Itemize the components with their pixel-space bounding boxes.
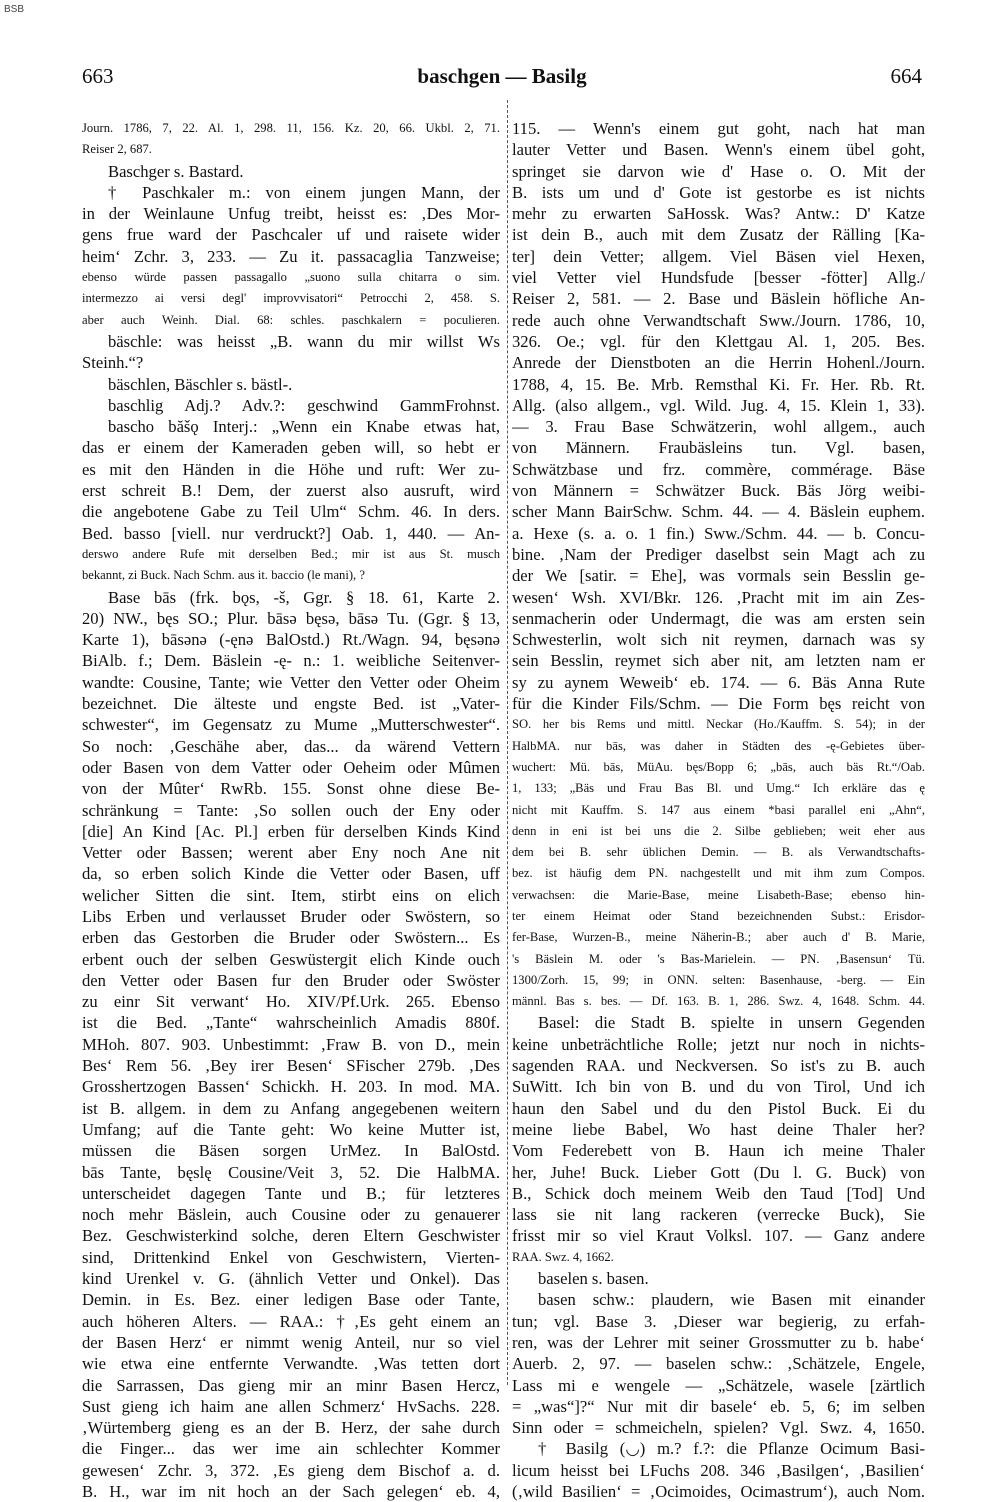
text-line: bezeichnet. Die älteste und engste Bed. ist „Vater- xyxy=(82,694,500,714)
text-line: haun den Sabel und du den Pistol Buck. Ei du xyxy=(512,1098,925,1118)
text-line: Demin. in Es. Bez. einer ledigen Base oder Tante, xyxy=(82,1290,500,1310)
text-line: von der Mûter‘ RwRb. 155. Sonst ohne diese Be- xyxy=(82,779,500,799)
text-line: ist die Bed. „Tante“ wahrscheinlich Amadis 880f. xyxy=(82,1013,500,1033)
text-line: tun; vgl. Base 3. ‚Dieser war begierig, zu erfah- xyxy=(512,1311,925,1331)
left-column xyxy=(82,118,500,1502)
text-line: bine. ‚Nam der Prediger daselbst sein Magt ach zu xyxy=(512,544,925,564)
text-line: in der Weinlaune Unfug treibt, heisst es: ‚Des Mor- xyxy=(82,204,500,224)
text-line: ist B. allgem. in dem zu Anfang angegebenen weitern xyxy=(82,1098,500,1118)
text-line: Vom Federebett von B. Haun ich meine Thaler xyxy=(512,1141,925,1161)
text-line: baselen s. basen. xyxy=(538,1269,649,1289)
text-line: Schwätzbase und frz. commère, commérage. Bäse xyxy=(512,459,925,479)
text-line: ter] dein Vetter; allgem. Viel Bäsen viel Hexen, xyxy=(512,246,925,266)
text-line: kind Urenkel v. G. (ähnlich Vetter und Onkel). Das xyxy=(82,1269,500,1289)
page-header xyxy=(82,64,922,94)
text-line: Reiser 2, 687. xyxy=(82,142,152,157)
text-line: 1, 133; „Bäs und Frau Bas Bl. und Umg.“ Ich erkläre das ę xyxy=(512,781,925,796)
text-line: her, Juhe! Buck. Lieber Gott (Du l. G. Buck) von xyxy=(512,1162,925,1182)
text-line: die Finger... das wer ime ain schlechter Kommer xyxy=(82,1439,500,1459)
text-line: nicht mit Kauffm. S. 147 aus einem *basi parallel eni „Ahn“, xyxy=(512,802,925,817)
text-line: HalbMA. nur bās, was daher in Städten des -ę-Gebietes über- xyxy=(512,738,925,753)
text-line: heim‘ Zchr. 3, 233. — Zu it. passacaglia Tanzweise; xyxy=(82,246,500,266)
text-line: = „was“]?“ Nur mit dir basele‘ eb. 5, 6; im selben xyxy=(512,1396,925,1416)
text-line: So noch: ‚Geschähe aber, das... da wärend Vettern xyxy=(82,736,500,756)
text-line: es mit den Händen in die Höhe und ruft: Wer zu- xyxy=(82,459,500,479)
text-line: MHoh. 807. 903. Unbestimmt: ‚Fraw B. von D., mein xyxy=(82,1034,500,1054)
text-line: Sinn oder = schmeicheln, spielen? Vgl. Swz. 4, 1650. xyxy=(512,1418,925,1438)
column-divider xyxy=(507,100,508,1385)
text-line: Lass mi e wengele — „Schätzele, wasele [zärtlich xyxy=(512,1375,925,1395)
text-line: sagenden RAA. und Neckversen. So ist's zu B. auch xyxy=(512,1056,925,1076)
text-line: denn in eni ist bei uns die 2. Silbe geblieben; weit eher aus xyxy=(512,823,925,838)
library-stamp: BSB xyxy=(4,4,25,15)
text-line: — 3. Frau Base Schwätzerin, wohl allgem., auch xyxy=(512,417,925,437)
text-line: bekannt, zi Buck. Nach Schm. aus it. baccio (le mani), ? xyxy=(82,568,365,583)
text-line: für die Kinder Fils/Schm. — Die Form bęs reicht von xyxy=(512,694,925,714)
text-line: ist dein B., auch mit dem Zusatz der Rälling [Ka- xyxy=(512,225,925,245)
text-line: Steinh.“? xyxy=(82,353,144,373)
text-line: bäschlen, Bäschler s. bästl-. xyxy=(108,374,293,394)
text-line: bās Tante, bęslę Cousine/Veit 3, 52. Die HalbMA. xyxy=(82,1162,500,1182)
text-line: scher Mann BairSchw. Schm. 44. — 4. Bäslein euphem. xyxy=(512,502,925,522)
text-line: sein Besslin, reymet sich aber nit, am letzten nam er xyxy=(512,651,925,671)
text-line: † Paschkaler m.: von einem jungen Mann, der xyxy=(108,182,500,202)
text-line: intermezzo ai versi degl' improvvisatori“ Petrocchi 2, 458. S. xyxy=(82,291,500,306)
text-line: Reiser 2, 581. — 2. Base und Bäslein höfliche An- xyxy=(512,289,925,309)
text-line: müssen die Bäsen sorgen UrMez. In BalOstd. xyxy=(82,1141,500,1161)
text-line: senmacherin oder Undermagt, die was am ersten sein xyxy=(512,608,925,628)
text-line: noch mehr Bäslein, auch Cousine oder zu genauerer xyxy=(82,1205,500,1225)
text-line: BiAlb. f.; Dem. Bäslein -ę- n.: 1. weibliche Seitenver- xyxy=(82,651,500,671)
text-line: fer-Base, Wurzen-B., meine Näherin-B.; aber auch d' B. Marie, xyxy=(512,930,925,945)
text-line: der Basen Herz‘ er nimmt wenig Anteil, nur so viel xyxy=(82,1332,500,1352)
text-line: a. Hexe (s. a. o. 1 fin.) Sww./Schm. 44. — b. Concu- xyxy=(512,523,925,543)
text-line: Karte 1), bāsənə (-ęnə BalOstd.) Rt./Wagn. 94, bęsənə xyxy=(82,630,500,650)
text-line: Bes‘ Rem 56. ‚Bey irer Besen‘ SFischer 279b. ‚Des xyxy=(82,1056,500,1076)
text-line: Basel: die Stadt B. spielte in unsern Gegenden xyxy=(538,1013,925,1033)
text-line: viel Vetter viel Hundsfude [besser -fötter] Allg./ xyxy=(512,268,925,288)
text-line: bäschle: was heisst „B. wann du mir willst Ws xyxy=(108,331,500,351)
text-line: † Basilg (◡) m.? f.?: die Pflanze Ocimum Basi- xyxy=(538,1439,925,1459)
text-line: bascho băšǫ Interj.: „Wenn ein Knabe etwas hat, xyxy=(108,417,500,437)
text-line: 1788, 4, 15. Be. Mrb. Remsthal Ki. Fr. Her. Rb. Rt. xyxy=(512,374,925,394)
text-line: B. H., war im nit hoch an der Sach gelegen‘ eb. 4, xyxy=(82,1482,500,1501)
text-line: Journ. 1786, 7, 22. Al. 1, 298. 11, 156. Kz. 20, 66. Ukbl. 2, 71. xyxy=(82,121,500,135)
text-line: von Männern = Schwätzer Buck. Bäs Jörg weibi- xyxy=(512,481,925,501)
text-line: Baschger s. Bastard. xyxy=(108,161,244,181)
text-line: die Sarrassen, Das gieng mir an minr Basen Hercz, xyxy=(82,1375,500,1395)
page-number-left: 663 xyxy=(82,64,114,88)
text-line: frisst mir so viel Kraut Volksl. 107. — Ganz andere xyxy=(512,1226,925,1246)
text-line: lass sie nit lang rackeren (verrecke Buck), Sie xyxy=(512,1205,925,1225)
text-line: derswo andere Rufe mit derselben Bed.; mir ist aus St. musch xyxy=(82,546,500,561)
text-line: da, so erben solich Kinde die Vetter oder Basen, uff xyxy=(82,864,500,884)
text-line: aber auch Weinh. Dial. 68: schles. paschkalern = poculieren. xyxy=(82,312,500,327)
text-line: springet sie darvon wie d' Hase o. O. Mit der xyxy=(512,161,925,181)
text-line: bez. ist häufig dem PN. nachgestellt und mit ihm zum Compos. xyxy=(512,866,925,881)
text-line: Vetter oder Bassen; werent aber Eny noch Ane nit xyxy=(82,843,500,863)
text-line: meine liebe Babel, Wo hast deine Thaler her? xyxy=(512,1119,925,1139)
text-line: gens frue ward der Paschcaler uf und raisete wider xyxy=(82,225,500,245)
text-line: baschlig Adj.? Adv.?: geschwind GammFrohnst. xyxy=(108,395,500,415)
text-line: sind, Drittenkind Enkel von Geschwistern, Vierten- xyxy=(82,1247,500,1267)
text-line: schwester“, im Gegensatz zu Mume „Mutterschwester“. xyxy=(82,715,500,735)
text-line: [die] An Kind [Ac. Pl.] erben für derselben Kinds Kind xyxy=(82,821,500,841)
text-line: erben das Gestorben die Bruder oder Swöstern... Es xyxy=(82,928,500,948)
text-line: zu einr Sit verwant‘ Ho. XIV/Pf.Urk. 265. Ebenso xyxy=(82,992,500,1012)
text-line: Bed. basso [viell. nur verdruckt?] Oab. 1, 440. — An- xyxy=(82,523,500,543)
text-line: lauter Vetter und Basen. Wenn's einem übel goht, xyxy=(512,140,925,160)
running-title: baschgen — Basilg xyxy=(417,64,587,88)
text-line: wesen‘ Wsh. XVI/Bkr. 126. ‚Pracht mit im ain Zes- xyxy=(512,587,925,607)
text-line: (‚wild Basilien‘ = ‚Ocimoides, Ocimastrum‘), auch Nom. xyxy=(512,1482,925,1501)
text-line: Anrede der Dienstboten an die Herrin Hohenl./Journ. xyxy=(512,353,925,373)
text-line: 326. Oe.; vgl. für den Klettgau Al. 1, 205. Bes. xyxy=(512,331,925,351)
text-line: Allg. (also allgem., vgl. Wild. Jug. 4, 15. Klein 1, 33). xyxy=(512,395,925,415)
text-line: männl. Bas s. bes. — Df. 163. B. 1, 286. Swz. 4, 1648. Schm. 44. xyxy=(512,994,925,1009)
text-line: unterscheidet dagegen Tante und B.; für letzteres xyxy=(82,1183,500,1203)
text-line: erst schreit B.! Dem, der zuerst also ausruft, wird xyxy=(82,481,500,501)
text-line: wuchert: Mü. bās, MüAu. bęs/Bopp 6; „bās, auch bäs Rt.“/Oab. xyxy=(512,759,925,774)
text-line: das er einem der Kameraden geben will, so hebt er xyxy=(82,438,500,458)
text-line: Schwesterlin, wolt sich nit reymen, darnach was sy xyxy=(512,630,925,650)
text-line: Grosshertzogen Bassen‘ Schickh. H. 203. In mod. MA. xyxy=(82,1077,500,1097)
text-line: SO. her bis Rems und mittl. Neckar (Ho./Kauffm. S. 54); in der xyxy=(512,717,925,732)
text-line: rede auch ohne Verwandtschaft Sww./Journ. 1786, 10, xyxy=(512,310,925,330)
text-line: ren, was der Lehrer mit seiner Grossmutter zu b. habe‘ xyxy=(512,1332,925,1352)
text-line: licum heisst bei LFuchs 208. 346 ‚Basilgen‘, ‚Basilien‘ xyxy=(512,1460,925,1480)
text-line: ‚Würtemberg gieng es an der B. Herz, der sahe durch xyxy=(82,1418,500,1438)
text-line: schränkung = Tante: ‚So sollen ouch der Eny oder xyxy=(82,800,500,820)
text-line: der We [satir. = Ehe], was vormals sein Besslin ge- xyxy=(512,566,925,586)
text-line: mehr zu erwarten SaHossk. Was? Antw.: D' Katze xyxy=(512,204,925,224)
text-line: welicher Sitten die sint. Item, stirbt eins on elich xyxy=(82,885,500,905)
text-line: gewesen‘ Zchr. 3, 372. ‚Es gieng dem Bischof a. d. xyxy=(82,1460,500,1480)
text-line: 1300/Zorh. 15, 99; in ONN. selten: Basenhause, -berg. — Ein xyxy=(512,972,925,987)
text-line: wandte: Cousine, Tante; wie Vetter den Vetter oder Oheim xyxy=(82,672,500,692)
text-line: von Männern. Fraubäsleins tun. Vgl. basen, xyxy=(512,438,925,458)
text-line: basen schw.: plaudern, wie Basen mit einander xyxy=(538,1290,925,1310)
text-line: oder Basen von dem Vatter oder Oeheim oder Mûmen xyxy=(82,757,500,777)
text-line: 115. — Wenn's einem gut goht, nach hat man xyxy=(512,119,925,138)
text-line: RAA. Swz. 4, 1662. xyxy=(512,1249,614,1264)
page-number-right: 664 xyxy=(890,64,922,88)
text-line: Base bās (frk. bǫs, -š, Ggr. § 18. 61, Karte 2. xyxy=(108,587,500,607)
text-line: dem bei B. sehr üblichen Demin. — B. als Verwandtschafts- xyxy=(512,845,925,860)
text-line: 20) NW., bęs SO.; Plur. bāsə bęsə, bāsə Tu. (Ggr. § 13, xyxy=(82,608,500,628)
text-line: keine unbeträchtliche Rolle; jetzt nur noch in nichts- xyxy=(512,1034,925,1054)
text-line: ter einem Heimat oder Stand bezeichnenden Subst.: Erisdor- xyxy=(512,908,925,923)
text-line: Bez. Geschwisterkind solche, deren Eltern Geschwister xyxy=(82,1226,500,1246)
text-line: erbent ouch der selben Geswüstergit elich Kinde ouch xyxy=(82,949,500,969)
text-line: Umfang; auf die Tante geht: Wo keine Mutter ist, xyxy=(82,1119,500,1139)
text-line: SuWitt. Ich bin von B. und du von Tirol, Und ich xyxy=(512,1077,925,1097)
text-line: 's Bäslein M. oder 's Bas-Marielein. — PN. ‚Basensun‘ Tü. xyxy=(512,951,925,966)
text-line: auch höheren Alters. — RAA.: †‚Es geht einem an xyxy=(82,1311,500,1331)
text-line: sy zu aynem Weweib‘ eb. 174. — 6. Bäs Anna Rute xyxy=(512,672,925,692)
text-line: B., Schick doch meinem Weib den Taud [Tod] Und xyxy=(512,1183,925,1203)
right-column xyxy=(512,118,925,1502)
text-line: ebenso würde passen passagallo „suono sulla chitarra o sim. xyxy=(82,270,500,285)
text-line: Sust gieng ich haim ane allen Schmerz‘ HvSachs. 228. xyxy=(82,1396,500,1416)
text-line: Libs Erben und verlausset Bruder oder Swöstern, so xyxy=(82,906,500,926)
text-line: B. ists um und d' Gote ist gestorbe es ist nichts xyxy=(512,182,925,202)
text-line: verwachsen: die Marie-Base, meine Lisabeth-Base; ebenso hin- xyxy=(512,887,925,902)
text-line: die angebotene Gabe zu Teil Ulm“ Schm. 46. In ders. xyxy=(82,502,500,522)
text-line: wie etwa eine entfernte Verwandte. ‚Was tetten dort xyxy=(82,1354,500,1374)
text-line: den Vetter oder Basen fur den Bruder oder Swöster xyxy=(82,970,500,990)
text-line: Auerb. 2, 97. — baselen schw.: ‚Schätzele, Engele, xyxy=(512,1354,925,1374)
